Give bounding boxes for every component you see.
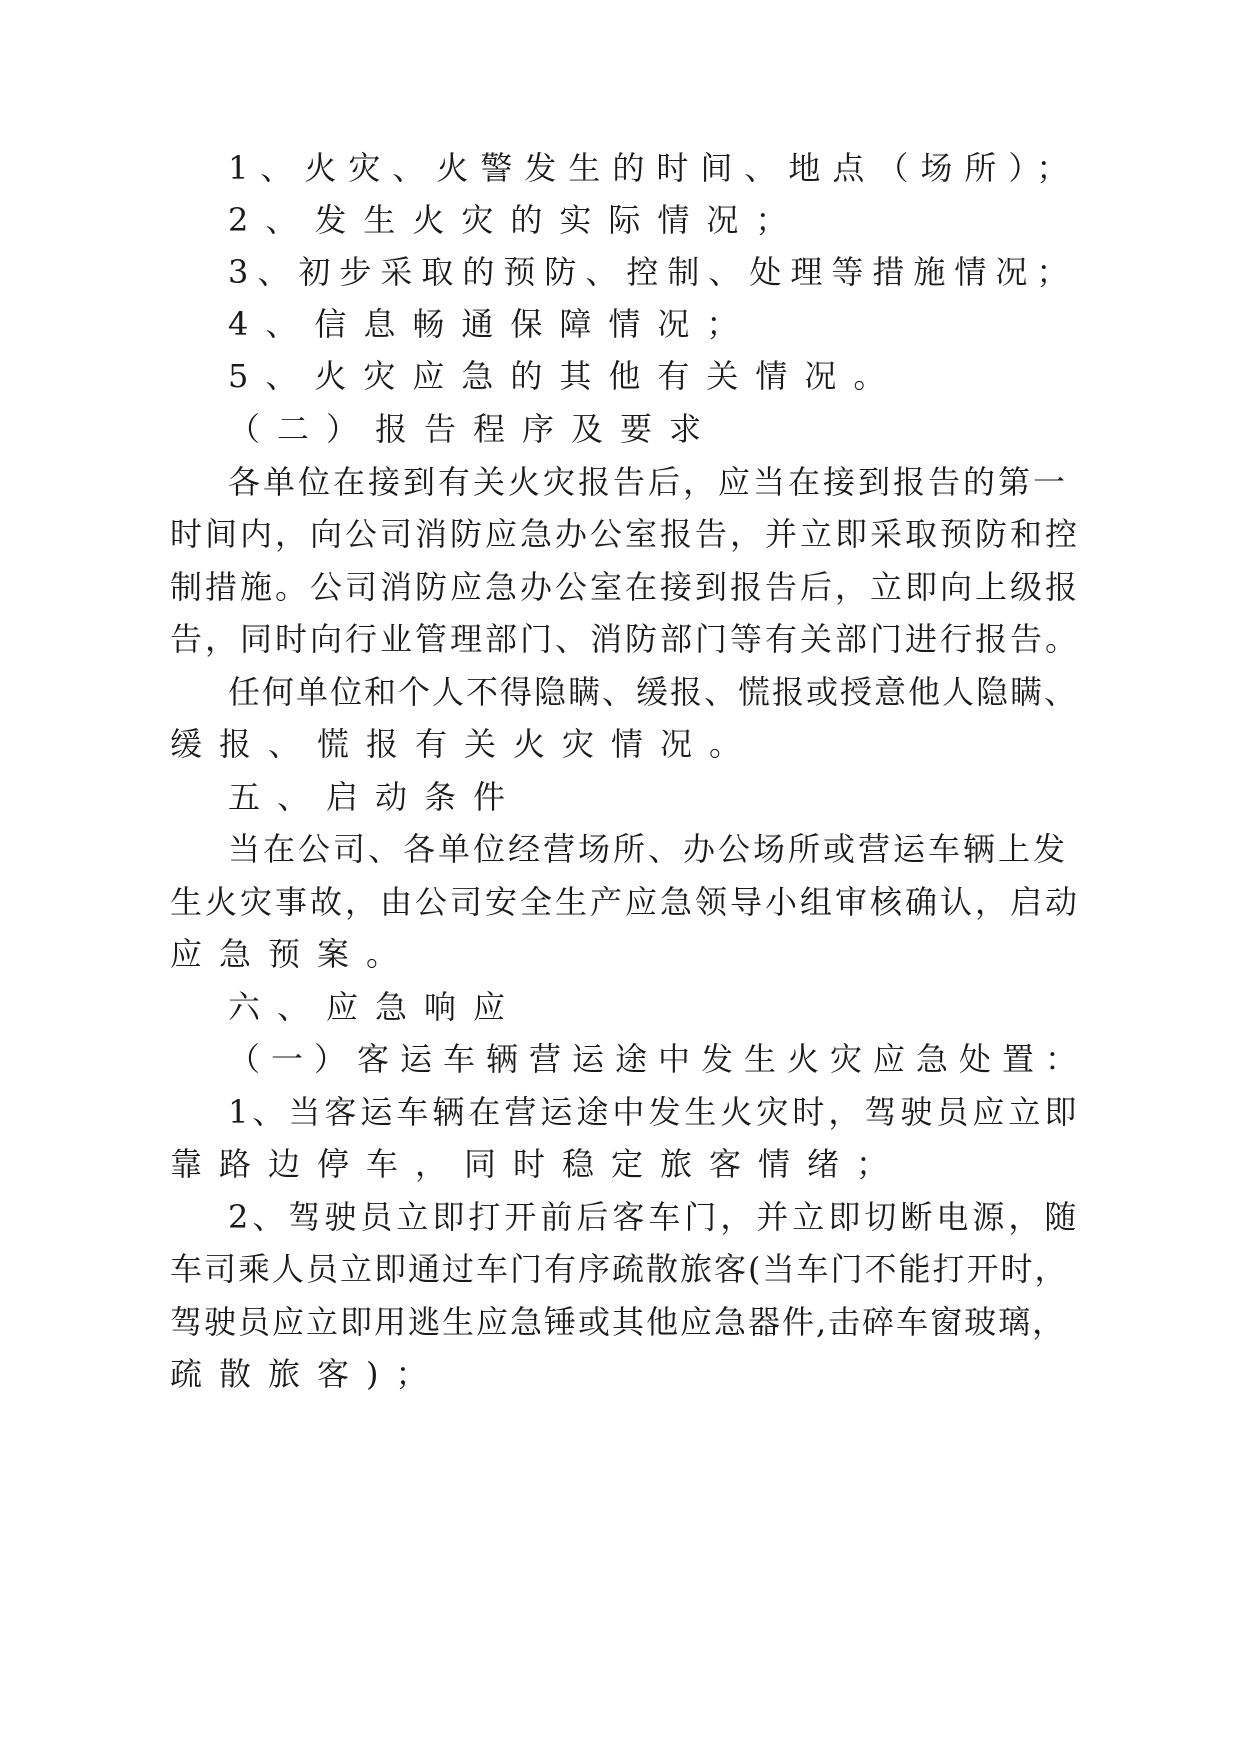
list-item-report-content-2: 2、发生火灾的实际情况；	[228, 201, 805, 239]
paragraph-line: 2、驾驶员立即打开前后客车门，并立即切断电源，随	[228, 1198, 1081, 1236]
list-item-report-content-4: 4、信息畅通保障情况；	[228, 305, 756, 343]
paragraph-line: 当在公司、各单位经营场所、办公场所或营运车辆上发	[228, 830, 1069, 868]
list-item-report-content-3: 3、初步采取的预防、控制、处理等措施情况；	[228, 253, 1078, 291]
paragraph-line: 时间内，向公司消防应急办公室报告，并立即采取预防和控	[170, 515, 1081, 553]
paragraph-line: 1、当客运车辆在营运途中发生火灾时，驾驶员应立即	[228, 1093, 1081, 1131]
section-heading-report-procedure: （二）报告程序及要求	[228, 410, 719, 448]
subsection-heading-vehicle-fire: （一）客运车辆营运途中发生火灾应急处置：	[228, 1040, 1089, 1078]
paragraph-line: 制措施。公司消防应急办公室在接到报告后，立即向上级报	[170, 568, 1081, 606]
paragraph-line: 各单位在接到有关火灾报告后，应当在接到报告的第一	[228, 463, 1069, 501]
paragraph-line: 车司乘人员立即通过车门有序疏散旅客(当车门不能打开时，	[170, 1250, 1069, 1288]
paragraph-line: 应急预案。	[170, 935, 416, 973]
paragraph-line: 靠路边停车，同时稳定旅客情绪；	[170, 1145, 906, 1183]
list-item-report-content-1: 1、火灾、火警发生的时间、地点（场所）；	[228, 149, 1081, 187]
paragraph-line: 任何单位和个人不得隐瞒、缓报、慌报或授意他人隐瞒、	[228, 673, 1079, 711]
paragraph-line: 缓报、慌报有关火灾情况。	[170, 725, 759, 763]
paragraph-line: 疏散旅客)；	[170, 1355, 445, 1393]
section-heading-trigger-conditions: 五、启动条件	[228, 778, 523, 816]
paragraph-line: 生火灾事故，由公司安全生产应急领导小组审核确认，启动	[170, 883, 1081, 921]
list-item-report-content-5: 5、火灾应急的其他有关情况。	[228, 357, 903, 395]
paragraph-line: 驾驶员应立即用逃生应急锤或其他应急器件,击碎车窗玻璃，	[170, 1303, 1067, 1341]
paragraph-line: 告，同时向行业管理部门、消防部门等有关部门进行报告。	[170, 620, 1081, 658]
section-heading-emergency-response: 六、应急响应	[228, 988, 523, 1026]
